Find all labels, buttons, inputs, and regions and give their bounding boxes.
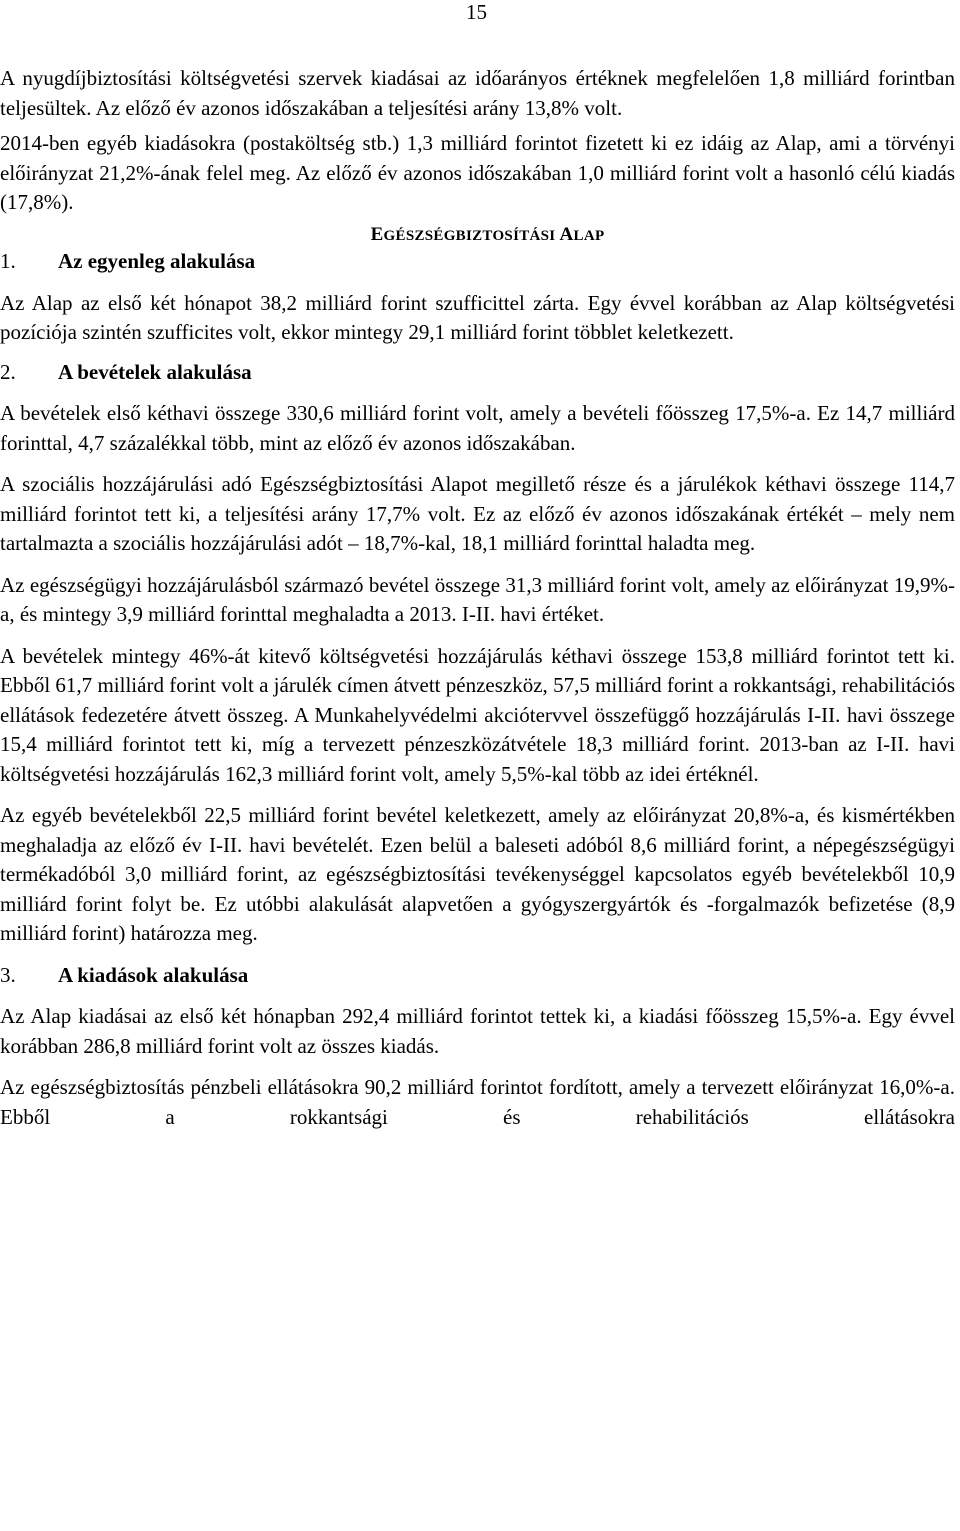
heading-3	[0, 961, 955, 991]
heading-number: 3.	[0, 962, 16, 987]
section-title-initial: A	[559, 223, 574, 245]
paragraph: 2014-ben egyéb kiadásokra (postaköltség stb.) 1,3 milliárd forintot fizetett ki ez idáig az Alap, ami a törvényi előirányzat 21,2%-ának felel meg. Az előző év azonos időszakában 1,0 milliárd forint volt a hasonló célú kiadás (17,8%).	[0, 131, 955, 214]
heading-text: Az egyenleg alakulása	[58, 249, 256, 273]
heading-2	[0, 358, 955, 388]
paragraph: A nyugdíjbiztosítási költségvetési szervek kiadásai az időarányos értéknek megfelelően 1,8 milliárd forintban teljesültek. Az előző év azonos időszakában a teljesítési arány 13,8% volt.	[0, 66, 955, 120]
page-number: 15	[466, 0, 487, 24]
section-title-part: GÉSZSÉGBIZTOSÍTÁSI	[383, 227, 560, 244]
heading-text: A kiadások alakulása	[58, 962, 249, 987]
paragraph: Az Alap kiadásai az első két hónapban 292,4 milliárd forintot tettek ki, a kiadási főösszeg 15,5%-a. Egy évvel korábban 286,8 milliárd forint volt az összes kiadás.	[0, 1004, 955, 1058]
document-body	[0, 64, 955, 1132]
heading-number: 1.	[0, 249, 16, 273]
section-title-initial: E	[370, 223, 384, 245]
paragraph: A bevételek első kéthavi összege 330,6 milliárd forint volt, amely a bevételi főösszeg 17,5%-a. Ez 14,7 milliárd forinttal, 4,7 százalékkal több, mint az előző év azonos időszakában.	[0, 401, 955, 455]
heading-text: A bevételek alakulása	[58, 359, 252, 384]
paragraph: Az egészségügyi hozzájárulásból származó bevétel összege 31,3 milliárd forint volt, amely az előirányzat 19,9%-a, és mintegy 3,9 milliárd forinttal meghaladta a 2013. I-II. havi értéket.	[0, 572, 955, 626]
paragraph: A bevételek mintegy 46%-át kitevő költségvetési hozzájárulás kéthavi összege 153,8 milliárd forintot tett ki. Ebből 61,7 milliárd forint volt a járulék címen átvett pénzeszköz, 57,5 milliárd forint a rokkantsági, rehabilitációs ellátások fedezetére átvett összeg. A Munkahelyvédelmi akciótervvel összefüggő hozzájárulás I-II. havi összege 15,4 milliárd forintot tett ki, míg a tervezett pénzeszközátvétele 18,3 milliárd forint. 2013-ban az I-II. havi költségvetési hozzájárulás 162,3 milliárd forint volt, amely 5,5%-kal több az idei értéknél.	[0, 643, 955, 786]
heading-number: 2.	[0, 359, 16, 384]
heading-1	[0, 247, 955, 277]
paragraph: Az Alap az első két hónapot 38,2 milliárd forint szufficittel zárta. Egy évvel korábban az Alap költségvetési pozíciója szintén szufficites volt, ekkor mintegy 29,1 milliárd forint többlet keletkezett.	[0, 290, 955, 344]
paragraph: Az egészségbiztosítás pénzbeli ellátásokra 90,2 milliárd forintot fordított, amely a tervezett előirányzat 16,0%-a. Ebből a rokkantsági és rehabilitációs ellátásokra	[0, 1075, 955, 1129]
paragraph: Az egyéb bevételekből 22,5 milliárd forint bevétel keletkezett, amely az előirányzat 20,8%-a, és kismértékben meghaladja az előző év I-II. havi bevételét. Ezen belül a baleseti adóból 8,6 milliárd forint, a népegészségügyi termékadóból 3,0 milliárd forint, az egészségbiztosítási tevékenységgel kapcsolatos egyéb bevételekből 10,9 milliárd forint folyt be. Ez utóbbi alakulását alapvetően a gyógyszergyártók és -forgalmazók befizetése (8,9 milliárd forint) határozza meg.	[0, 803, 955, 945]
section-title-part: LAP	[573, 227, 605, 244]
paragraph: A szociális hozzájárulási adó Egészségbiztosítási Alapot megillető része és a járulékok kéthavi összege 114,7 milliárd forintot tett ki, a teljesítési arány 17,7% volt. Ez az előző év azonos időszakának értékét – mely nem tartalmazta a szociális hozzájárulási adót – 18,7%-kal, 18,1 milliárd forinttal haladta meg.	[0, 472, 955, 555]
